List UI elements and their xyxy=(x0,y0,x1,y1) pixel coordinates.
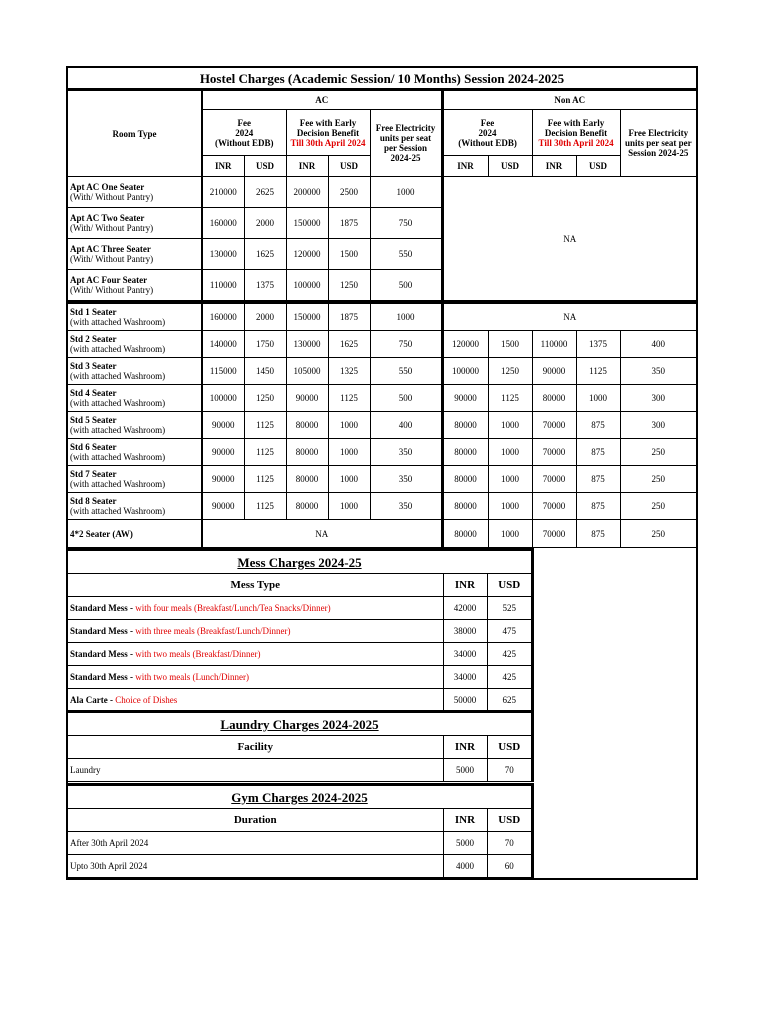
table-cell: 90000 xyxy=(202,412,244,439)
room-name: Apt AC One Seater xyxy=(70,182,145,192)
table-cell: 1375 xyxy=(244,270,286,302)
laundry-title: Laundry Charges 2024-2025 xyxy=(220,717,379,732)
ac-edb-header: Fee with Early Decision Benefit Till 30th April 2024 xyxy=(286,110,370,156)
table-cell: 250 xyxy=(620,439,696,466)
table-cell: 5000 xyxy=(443,832,487,855)
mess-row xyxy=(68,620,531,643)
laundry-inr-header: INR xyxy=(443,736,487,759)
table-cell: 70000 xyxy=(532,466,576,493)
table-cell: 70000 xyxy=(532,439,576,466)
col-usd: USD xyxy=(244,156,286,177)
table-cell: After 30th April 2024 xyxy=(68,832,443,855)
room-name: Std 8 Seater xyxy=(70,496,117,506)
mess-usd-header: USD xyxy=(487,574,531,597)
standard-row xyxy=(68,331,696,358)
hostel-header-table xyxy=(68,90,696,177)
mess-type-header: Mess Type xyxy=(68,574,443,597)
table-cell: 110000 xyxy=(202,270,244,302)
table-cell: 70000 xyxy=(532,520,576,548)
room-type-cell xyxy=(68,466,202,493)
mess-name: Ala Carte - xyxy=(70,695,116,705)
gym-row xyxy=(68,832,531,855)
mess-detail: with four meals (Breakfast/Lunch/Tea Snacks/Dinner) xyxy=(135,603,331,613)
mess-row xyxy=(68,643,531,666)
nonac-na-cell: NA xyxy=(442,304,696,331)
table-cell: 4000 xyxy=(443,855,487,878)
laundry-usd-header: USD xyxy=(487,736,531,759)
room-type-cell xyxy=(68,439,202,466)
nonac-electricity-header: Free Electricity units per seat per Session 2024-25 xyxy=(620,110,696,177)
room-sub: (With/ Without Pantry) xyxy=(70,285,154,295)
table-cell: 1625 xyxy=(328,331,370,358)
standard-row xyxy=(68,493,696,520)
table-cell: 2500 xyxy=(328,177,370,208)
room-type-cell xyxy=(68,270,202,302)
table-cell: 1125 xyxy=(576,358,620,385)
table-cell: 42000 xyxy=(443,597,487,620)
room-sub: (with attached Washroom) xyxy=(70,506,166,516)
table-cell: 1125 xyxy=(244,493,286,520)
table-cell: 1500 xyxy=(488,331,532,358)
mess-type-cell xyxy=(68,597,443,620)
table-cell: 1000 xyxy=(328,412,370,439)
col-inr: INR xyxy=(202,156,244,177)
mess-title: Mess Charges 2024-25 xyxy=(237,555,362,570)
table-cell: 1125 xyxy=(328,385,370,412)
table-cell: 140000 xyxy=(202,331,244,358)
room-type-cell xyxy=(68,412,202,439)
mess-section xyxy=(68,548,534,712)
table-cell: 1500 xyxy=(328,239,370,270)
table-cell: 120000 xyxy=(286,239,328,270)
room-type-cell xyxy=(68,304,202,331)
table-cell: 1125 xyxy=(244,466,286,493)
table-cell: 110000 xyxy=(532,331,576,358)
table-cell: 300 xyxy=(620,412,696,439)
table-cell: 200000 xyxy=(286,177,328,208)
table-cell: 2625 xyxy=(244,177,286,208)
table-cell: 2000 xyxy=(244,304,286,331)
room-type-cell xyxy=(68,239,202,270)
table-cell: 525 xyxy=(487,597,531,620)
mess-inr-header: INR xyxy=(443,574,487,597)
table-cell: 100000 xyxy=(286,270,328,302)
table-cell: 250 xyxy=(620,466,696,493)
standard-row xyxy=(68,466,696,493)
gym-usd-header: USD xyxy=(487,809,531,832)
table-cell: 34000 xyxy=(443,643,487,666)
table-cell: 90000 xyxy=(202,439,244,466)
table-cell: 150000 xyxy=(286,208,328,239)
mess-table xyxy=(68,573,531,712)
mess-type-cell xyxy=(68,620,443,643)
room-name: Std 7 Seater xyxy=(70,469,117,479)
standard-row xyxy=(68,385,696,412)
room-type-cell xyxy=(68,331,202,358)
table-cell: 80000 xyxy=(286,439,328,466)
table-cell: 425 xyxy=(487,643,531,666)
table-cell: 1125 xyxy=(488,385,532,412)
aw-row xyxy=(68,520,696,548)
standard-row xyxy=(68,304,696,331)
room-name: Apt AC Three Seater xyxy=(70,244,151,254)
room-sub: (with attached Washroom) xyxy=(70,371,166,381)
table-cell: 70 xyxy=(487,832,531,855)
table-cell: 250 xyxy=(620,493,696,520)
table-cell: 500 xyxy=(370,385,442,412)
room-name: Apt AC Two Seater xyxy=(70,213,145,223)
table-cell: 875 xyxy=(576,493,620,520)
table-cell: 1000 xyxy=(488,412,532,439)
table-cell: 60 xyxy=(487,855,531,878)
table-cell: 38000 xyxy=(443,620,487,643)
mess-type-cell xyxy=(68,643,443,666)
laundry-facility-header: Facility xyxy=(68,736,443,759)
table-cell: 80000 xyxy=(286,493,328,520)
gym-section xyxy=(68,783,534,878)
room-type-cell xyxy=(68,358,202,385)
table-cell: 350 xyxy=(620,358,696,385)
table-cell: 80000 xyxy=(442,520,488,548)
room-name: Std 1 Seater xyxy=(70,307,117,317)
table-cell: 550 xyxy=(370,239,442,270)
table-cell: 1325 xyxy=(328,358,370,385)
room-type-cell xyxy=(68,493,202,520)
gym-table xyxy=(68,808,531,878)
gym-title: Gym Charges 2024-2025 xyxy=(231,790,368,805)
room-name: Std 6 Seater xyxy=(70,442,117,452)
table-cell: 1125 xyxy=(244,439,286,466)
table-cell: 300 xyxy=(620,385,696,412)
ac-na-cell: NA xyxy=(202,520,442,548)
table-cell: 1250 xyxy=(328,270,370,302)
room-type-header: Room Type xyxy=(68,91,202,177)
table-cell: 1375 xyxy=(576,331,620,358)
hostel-title: Hostel Charges (Academic Session/ 10 Months) Session 2024-2025 xyxy=(68,68,696,90)
room-sub: (with attached Washroom) xyxy=(70,344,166,354)
room-sub: (With/ Without Pantry) xyxy=(70,192,154,202)
table-cell: 80000 xyxy=(442,412,488,439)
table-cell: 1000 xyxy=(488,466,532,493)
room-sub: (With/ Without Pantry) xyxy=(70,254,154,264)
table-cell: 350 xyxy=(370,493,442,520)
mess-row xyxy=(68,597,531,620)
mess-name: Standard Mess - xyxy=(70,672,136,682)
standard-row xyxy=(68,358,696,385)
col-usd: USD xyxy=(328,156,370,177)
mess-detail: Choice of Dishes xyxy=(115,695,178,705)
mess-name: Standard Mess - xyxy=(70,649,136,659)
mess-name: Standard Mess - xyxy=(70,603,136,613)
col-usd: USD xyxy=(488,156,532,177)
room-name: Std 5 Seater xyxy=(70,415,117,425)
laundry-row xyxy=(68,759,531,782)
table-cell: 160000 xyxy=(202,208,244,239)
table-cell: 130000 xyxy=(202,239,244,270)
table-cell: 1000 xyxy=(488,493,532,520)
laundry-table xyxy=(68,735,531,782)
apartment-table xyxy=(68,176,696,303)
room-type-cell xyxy=(68,208,202,239)
table-cell: 115000 xyxy=(202,358,244,385)
table-cell: 80000 xyxy=(286,466,328,493)
table-cell: 875 xyxy=(576,520,620,548)
table-cell: 90000 xyxy=(202,466,244,493)
table-cell: 90000 xyxy=(442,385,488,412)
table-cell: 250 xyxy=(620,520,696,548)
table-cell: 1000 xyxy=(328,466,370,493)
table-cell: 80000 xyxy=(532,385,576,412)
table-cell: 50000 xyxy=(443,689,487,712)
gym-duration-header: Duration xyxy=(68,809,443,832)
table-cell: 1000 xyxy=(370,177,442,208)
nonac-header: Non AC xyxy=(442,91,696,110)
table-cell: 750 xyxy=(370,208,442,239)
room-sub: (with attached Washroom) xyxy=(70,398,166,408)
table-cell: 210000 xyxy=(202,177,244,208)
table-cell: 100000 xyxy=(202,385,244,412)
table-cell: 400 xyxy=(370,412,442,439)
fee-sheet xyxy=(66,66,698,880)
table-cell: 70000 xyxy=(532,493,576,520)
table-cell: 90000 xyxy=(286,385,328,412)
col-inr: INR xyxy=(286,156,328,177)
laundry-section xyxy=(68,710,534,782)
table-cell: 750 xyxy=(370,331,442,358)
table-cell: 1000 xyxy=(328,439,370,466)
room-sub: (with attached Washroom) xyxy=(70,425,166,435)
table-cell: 1450 xyxy=(244,358,286,385)
room-type-cell xyxy=(68,177,202,208)
table-cell: 1875 xyxy=(328,208,370,239)
table-cell: 90000 xyxy=(532,358,576,385)
table-cell: 80000 xyxy=(442,493,488,520)
room-sub: (with attached Washroom) xyxy=(70,452,166,462)
standard-table xyxy=(68,303,696,548)
table-cell: 1750 xyxy=(244,331,286,358)
table-cell: 130000 xyxy=(286,331,328,358)
table-cell: 875 xyxy=(576,412,620,439)
room-type-cell xyxy=(68,385,202,412)
table-cell: 1000 xyxy=(576,385,620,412)
table-cell: 70 xyxy=(487,759,531,782)
col-inr: INR xyxy=(442,156,488,177)
mess-type-cell xyxy=(68,666,443,689)
table-cell: 500 xyxy=(370,270,442,302)
gym-inr-header: INR xyxy=(443,809,487,832)
table-cell: 875 xyxy=(576,439,620,466)
mess-row xyxy=(68,666,531,689)
ac-fee-header: Fee 2024 (Without EDB) xyxy=(202,110,286,156)
table-cell: 1125 xyxy=(244,412,286,439)
table-cell: 1000 xyxy=(488,439,532,466)
table-cell: 5000 xyxy=(443,759,487,782)
table-cell: 100000 xyxy=(442,358,488,385)
room-type-cell: 4*2 Seater (AW) xyxy=(68,520,202,548)
table-cell: 90000 xyxy=(202,493,244,520)
table-cell: Upto 30th April 2024 xyxy=(68,855,443,878)
ac-electricity-header: Free Electricity units per seat per Session 2024-25 xyxy=(370,110,442,177)
table-cell: 80000 xyxy=(286,412,328,439)
room-sub: (With/ Without Pantry) xyxy=(70,223,154,233)
table-cell: 1000 xyxy=(370,304,442,331)
nonac-fee-header: Fee 2024 (Without EDB) xyxy=(442,110,532,156)
table-cell: 475 xyxy=(487,620,531,643)
table-cell: 2000 xyxy=(244,208,286,239)
nonac-edb-header: Fee with Early Decision Benefit Till 30th April 2024 xyxy=(532,110,620,156)
table-cell: 625 xyxy=(487,689,531,712)
table-cell: 425 xyxy=(487,666,531,689)
room-sub: (with attached Washroom) xyxy=(70,317,166,327)
table-cell: 105000 xyxy=(286,358,328,385)
table-cell: 120000 xyxy=(442,331,488,358)
ac-header: AC xyxy=(202,91,442,110)
col-usd: USD xyxy=(576,156,620,177)
standard-row xyxy=(68,412,696,439)
mess-type-cell xyxy=(68,689,443,712)
apartment-row xyxy=(68,177,696,208)
standard-row xyxy=(68,439,696,466)
table-cell: 34000 xyxy=(443,666,487,689)
room-name: Std 4 Seater xyxy=(70,388,117,398)
table-cell: 1250 xyxy=(244,385,286,412)
mess-row xyxy=(68,689,531,712)
mess-detail: with two meals (Breakfast/Dinner) xyxy=(135,649,261,659)
room-name: Apt AC Four Seater xyxy=(70,275,148,285)
room-sub: (with attached Washroom) xyxy=(70,479,166,489)
table-cell: 400 xyxy=(620,331,696,358)
room-name: Std 3 Seater xyxy=(70,361,117,371)
table-cell: 350 xyxy=(370,466,442,493)
mess-detail: with two meals (Lunch/Dinner) xyxy=(135,672,249,682)
table-cell: 1250 xyxy=(488,358,532,385)
table-cell: 1875 xyxy=(328,304,370,331)
table-cell: 1000 xyxy=(488,520,532,548)
nonac-na-cell: NA xyxy=(442,177,696,302)
room-name: Std 2 Seater xyxy=(70,334,117,344)
table-cell: 70000 xyxy=(532,412,576,439)
col-inr: INR xyxy=(532,156,576,177)
table-cell: 1625 xyxy=(244,239,286,270)
table-cell: 875 xyxy=(576,466,620,493)
table-cell: 80000 xyxy=(442,466,488,493)
table-cell: 1000 xyxy=(328,493,370,520)
mess-detail: with three meals (Breakfast/Lunch/Dinner) xyxy=(135,626,291,636)
table-cell: 550 xyxy=(370,358,442,385)
table-cell: 80000 xyxy=(442,439,488,466)
table-cell: Laundry xyxy=(68,759,443,782)
mess-name: Standard Mess - xyxy=(70,626,136,636)
table-cell: 150000 xyxy=(286,304,328,331)
table-cell: 160000 xyxy=(202,304,244,331)
gym-row xyxy=(68,855,531,878)
table-cell: 350 xyxy=(370,439,442,466)
